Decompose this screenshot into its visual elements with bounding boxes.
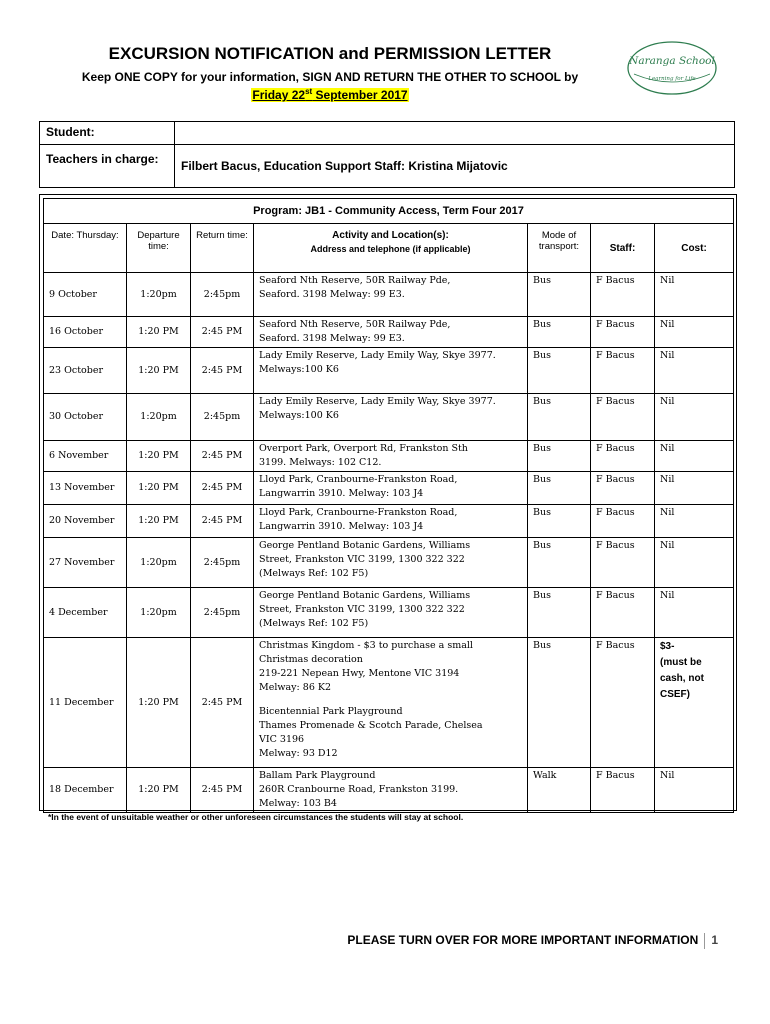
row-mode: Bus xyxy=(528,394,591,441)
row-mode: Bus xyxy=(528,588,591,638)
row-date: 4 December xyxy=(44,588,127,638)
teachers-label: Teachers in charge: xyxy=(40,145,175,188)
col-cost xyxy=(655,224,734,273)
row-mode: Bus xyxy=(528,273,591,317)
row-departure: 1:20 PM xyxy=(127,768,191,813)
weather-footnote: *In the event of unsuitable weather or other unforeseen circumstances the students will stay at school. xyxy=(48,812,464,822)
row-staff: F Bacus xyxy=(591,348,655,394)
row-activity xyxy=(254,505,528,538)
row-departure: 1:20 PM xyxy=(127,505,191,538)
row-return: 2:45 PM xyxy=(191,317,254,348)
activity-line: VIC 3196 xyxy=(259,734,305,745)
activity-line: 3199. Melways: 102 C12. xyxy=(259,457,382,468)
row-return: 2:45 PM xyxy=(191,472,254,505)
deadline-suffix: st xyxy=(305,87,313,96)
page-number: 1 xyxy=(711,933,718,948)
table-row xyxy=(44,348,734,394)
row-return: 2:45pm xyxy=(191,538,254,588)
table-row xyxy=(44,441,734,472)
row-mode: Walk xyxy=(528,768,591,813)
row-mode: Bus xyxy=(528,472,591,505)
activity-line: (Melways Ref: 102 F5) xyxy=(259,618,369,629)
row-cost: Nil xyxy=(655,588,734,638)
program-table xyxy=(43,198,734,813)
row-activity xyxy=(254,638,528,768)
activity-line: Street, Frankston VIC 3199, 1300 322 322 xyxy=(259,554,465,565)
table-row xyxy=(44,394,734,441)
row-departure: 1:20 PM xyxy=(127,441,191,472)
program-table-frame xyxy=(39,194,737,811)
table-row xyxy=(44,638,734,768)
row-departure: 1:20pm xyxy=(127,394,191,441)
activity-line: Melway: 93 D12 xyxy=(259,748,338,759)
footer-divider xyxy=(704,933,705,949)
col-staff-label: Staff: xyxy=(609,242,636,254)
row-staff: F Bacus xyxy=(591,441,655,472)
activity-line: Seaford. 3198 Melway: 99 E3. xyxy=(259,333,405,344)
row-activity xyxy=(254,394,528,441)
row-mode: Bus xyxy=(528,348,591,394)
row-cost: Nil xyxy=(655,273,734,317)
page-footer xyxy=(347,933,718,949)
row-staff: F Bacus xyxy=(591,538,655,588)
row-departure: 1:20 PM xyxy=(127,638,191,768)
row-cost: Nil xyxy=(655,394,734,441)
table-row xyxy=(44,768,734,813)
table-row xyxy=(44,273,734,317)
row-activity xyxy=(254,588,528,638)
row-mode: Bus xyxy=(528,638,591,768)
return-deadline xyxy=(0,87,660,102)
row-mode: Bus xyxy=(528,317,591,348)
row-mode: Bus xyxy=(528,441,591,472)
school-logo xyxy=(626,40,718,96)
row-activity xyxy=(254,472,528,505)
student-info-table xyxy=(39,121,735,188)
row-cost: Nil xyxy=(655,441,734,472)
row-departure: 1:20 PM xyxy=(127,348,191,394)
row-return: 2:45 PM xyxy=(191,768,254,813)
cost-value: $3- (must be cash, not CSEF) xyxy=(660,641,704,700)
logo-name: Naranga School xyxy=(629,55,715,67)
col-mode: Mode of transport: xyxy=(528,224,591,273)
row-staff: F Bacus xyxy=(591,472,655,505)
logo-tagline: Learning for Life xyxy=(648,76,696,82)
turn-over-notice: PLEASE TURN OVER FOR MORE IMPORTANT INFORMATION xyxy=(347,933,699,948)
table-row xyxy=(44,317,734,348)
row-activity xyxy=(254,768,528,813)
table-row xyxy=(44,472,734,505)
row-activity xyxy=(254,317,528,348)
activity-spacer xyxy=(259,695,522,705)
activity-line: Langwarrin 3910. Melway: 103 J4 xyxy=(259,521,424,532)
activity-line: Thames Promenade & Scotch Parade, Chelsea xyxy=(259,720,483,731)
activity-line: Melway: 103 B4 xyxy=(259,798,337,809)
row-staff: F Bacus xyxy=(591,394,655,441)
col-cost-label: Cost: xyxy=(681,242,707,254)
row-activity xyxy=(254,348,528,394)
table-row xyxy=(44,588,734,638)
row-return: 2:45pm xyxy=(191,394,254,441)
row-date: 18 December xyxy=(44,768,127,813)
row-cost xyxy=(655,638,734,768)
row-mode: Bus xyxy=(528,505,591,538)
activity-line: (Melways Ref: 102 F5) xyxy=(259,568,369,579)
student-field[interactable] xyxy=(175,122,735,145)
row-cost: Nil xyxy=(655,472,734,505)
activity-line: Lloyd Park, Cranbourne-Frankston Road, xyxy=(259,507,458,518)
col-date: Date: Thursday: xyxy=(44,224,127,273)
row-staff: F Bacus xyxy=(591,505,655,538)
activity-line: Street, Frankston VIC 3199, 1300 322 322 xyxy=(259,604,465,615)
activity-line: Seaford Nth Reserve, 50R Railway Pde, xyxy=(259,275,451,286)
row-cost: Nil xyxy=(655,505,734,538)
row-date: 16 October xyxy=(44,317,127,348)
row-date: 30 October xyxy=(44,394,127,441)
activity-line: Christmas Kingdom - $3 to purchase a small xyxy=(259,640,473,651)
row-return: 2:45 PM xyxy=(191,505,254,538)
activity-line: Bicentennial Park Playground xyxy=(259,706,403,717)
activity-line: Langwarrin 3910. Melway: 103 J4 xyxy=(259,488,424,499)
teachers-value: Filbert Bacus, Education Support Staff: Kristina Mijatovic xyxy=(175,145,735,188)
col-return: Return time: xyxy=(191,224,254,273)
row-date: 9 October xyxy=(44,273,127,317)
row-departure: 1:20 PM xyxy=(127,317,191,348)
row-date: 20 November xyxy=(44,505,127,538)
deadline-date: Friday 22 xyxy=(252,88,306,102)
row-departure: 1:20pm xyxy=(127,273,191,317)
row-activity xyxy=(254,441,528,472)
row-return: 2:45 PM xyxy=(191,441,254,472)
activity-line: Seaford. 3198 Melway: 99 E3. xyxy=(259,289,405,300)
activity-line: George Pentland Botanic Gardens, Williams xyxy=(259,590,471,601)
row-date: 6 November xyxy=(44,441,127,472)
activity-line: Melways:100 K6 xyxy=(259,410,339,421)
table-row xyxy=(44,505,734,538)
row-date: 23 October xyxy=(44,348,127,394)
row-staff: F Bacus xyxy=(591,638,655,768)
row-activity xyxy=(254,538,528,588)
row-return: 2:45 PM xyxy=(191,348,254,394)
row-departure: 1:20pm xyxy=(127,538,191,588)
activity-line: Lady Emily Reserve, Lady Emily Way, Skye 3977. xyxy=(259,350,496,361)
row-date: 11 December xyxy=(44,638,127,768)
row-activity xyxy=(254,273,528,317)
row-staff: F Bacus xyxy=(591,588,655,638)
row-return: 2:45pm xyxy=(191,588,254,638)
row-cost: Nil xyxy=(655,538,734,588)
activity-line: Lloyd Park, Cranbourne-Frankston Road, xyxy=(259,474,458,485)
activity-line: Overport Park, Overport Rd, Frankston Sth xyxy=(259,443,468,454)
activity-line: Melway: 86 K2 xyxy=(259,682,332,693)
row-staff: F Bacus xyxy=(591,768,655,813)
activity-line: Seaford Nth Reserve, 50R Railway Pde, xyxy=(259,319,451,330)
activity-line: 260R Cranbourne Road, Frankston 3199. xyxy=(259,784,459,795)
student-label: Student: xyxy=(40,122,175,145)
row-cost: Nil xyxy=(655,768,734,813)
instructions-text: Keep ONE COPY for your information, SIGN AND RETURN THE OTHER TO SCHOOL by xyxy=(81,70,579,84)
activity-line: 219-221 Nepean Hwy, Mentone VIC 3194 xyxy=(259,668,460,679)
activity-line: Lady Emily Reserve, Lady Emily Way, Skye 3977. xyxy=(259,396,496,407)
col-activity xyxy=(254,224,528,273)
activity-line: George Pentland Botanic Gardens, Williams xyxy=(259,540,471,551)
row-return: 2:45pm xyxy=(191,273,254,317)
row-date: 27 November xyxy=(44,538,127,588)
row-staff: F Bacus xyxy=(591,317,655,348)
col-departure: Departure time: xyxy=(127,224,191,273)
activity-line: Ballam Park Playground xyxy=(259,770,376,781)
row-departure: 1:20 PM xyxy=(127,472,191,505)
program-caption: Program: JB1 - Community Access, Term Four 2017 xyxy=(44,199,734,224)
table-row xyxy=(44,538,734,588)
page-title: EXCURSION NOTIFICATION and PERMISSION LETTER xyxy=(108,44,552,63)
row-cost: Nil xyxy=(655,348,734,394)
col-activity-title: Activity and Location(s): xyxy=(332,230,449,241)
col-activity-sub: Address and telephone (if applicable) xyxy=(310,244,471,254)
row-staff: F Bacus xyxy=(591,273,655,317)
row-cost: Nil xyxy=(655,317,734,348)
deadline-month-year: September 2017 xyxy=(312,88,408,102)
row-departure: 1:20pm xyxy=(127,588,191,638)
row-date: 13 November xyxy=(44,472,127,505)
row-return: 2:45 PM xyxy=(191,638,254,768)
row-mode: Bus xyxy=(528,538,591,588)
activity-line: Melways:100 K6 xyxy=(259,364,339,375)
activity-line: Christmas decoration xyxy=(259,654,363,665)
col-staff xyxy=(591,224,655,273)
